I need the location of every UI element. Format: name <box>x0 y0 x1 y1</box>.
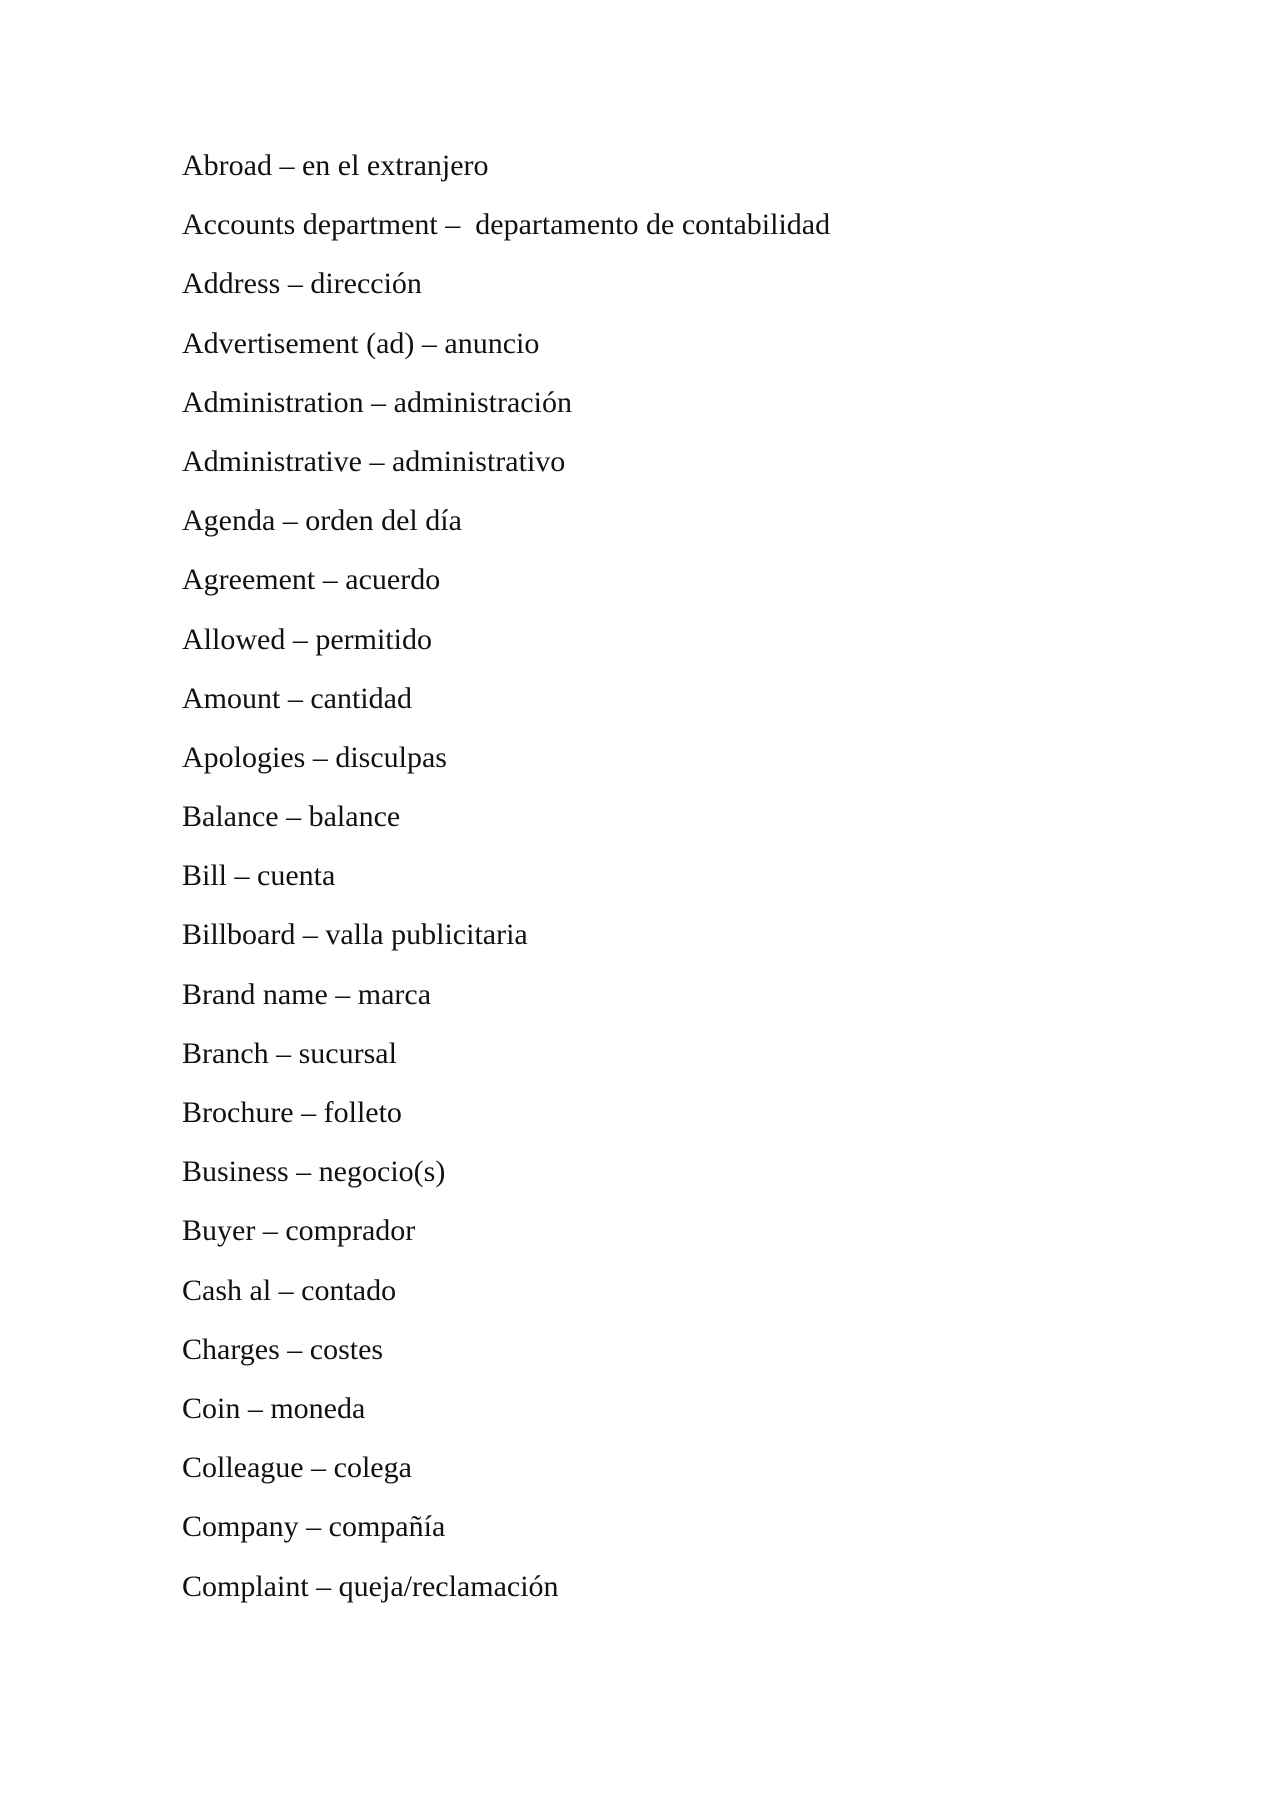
glossary-entry: Administration – administración <box>182 385 572 419</box>
glossary-entry: Administrative – administrativo <box>182 444 566 478</box>
glossary-entry: Brochure – folleto <box>182 1096 402 1129</box>
glossary-entry: Brand name – marca <box>182 977 432 1011</box>
glossary-entry: Bill – cuenta <box>182 859 336 893</box>
glossary-list <box>182 148 1182 1628</box>
glossary-entry: Abroad – en el extranjero <box>182 149 489 182</box>
glossary-entry: Cash al – contado <box>182 1273 397 1307</box>
glossary-entry: Apologies – disculpas <box>182 740 447 774</box>
glossary-entry: Amount – cantidad <box>182 681 412 715</box>
glossary-entry: Charges – costes <box>182 1332 384 1366</box>
glossary-entry: Business – negocio(s) <box>182 1155 446 1189</box>
glossary-entry: Billboard – valla publicitaria <box>182 918 528 952</box>
glossary-entry: Address – dirección <box>182 267 422 301</box>
glossary-entry: Buyer – comprador <box>182 1214 416 1248</box>
glossary-entry: Colleague – colega <box>182 1451 412 1485</box>
glossary-entry: Agreement – acuerdo <box>182 563 441 597</box>
glossary-entry: Balance – balance <box>182 800 401 834</box>
glossary-entry: Complaint – queja/reclamación <box>182 1569 559 1603</box>
glossary-entry: Branch – sucursal <box>182 1036 397 1070</box>
glossary-entry: Coin – moneda <box>182 1391 366 1425</box>
glossary-entry: Accounts department – departamento de contabilidad <box>182 208 831 242</box>
glossary-entry: Company – compañía <box>182 1510 446 1544</box>
glossary-entry: Advertisement (ad) – anuncio <box>182 326 540 360</box>
glossary-entry: Agenda – orden del día <box>182 504 462 538</box>
glossary-entry: Allowed – permitido <box>182 622 432 656</box>
